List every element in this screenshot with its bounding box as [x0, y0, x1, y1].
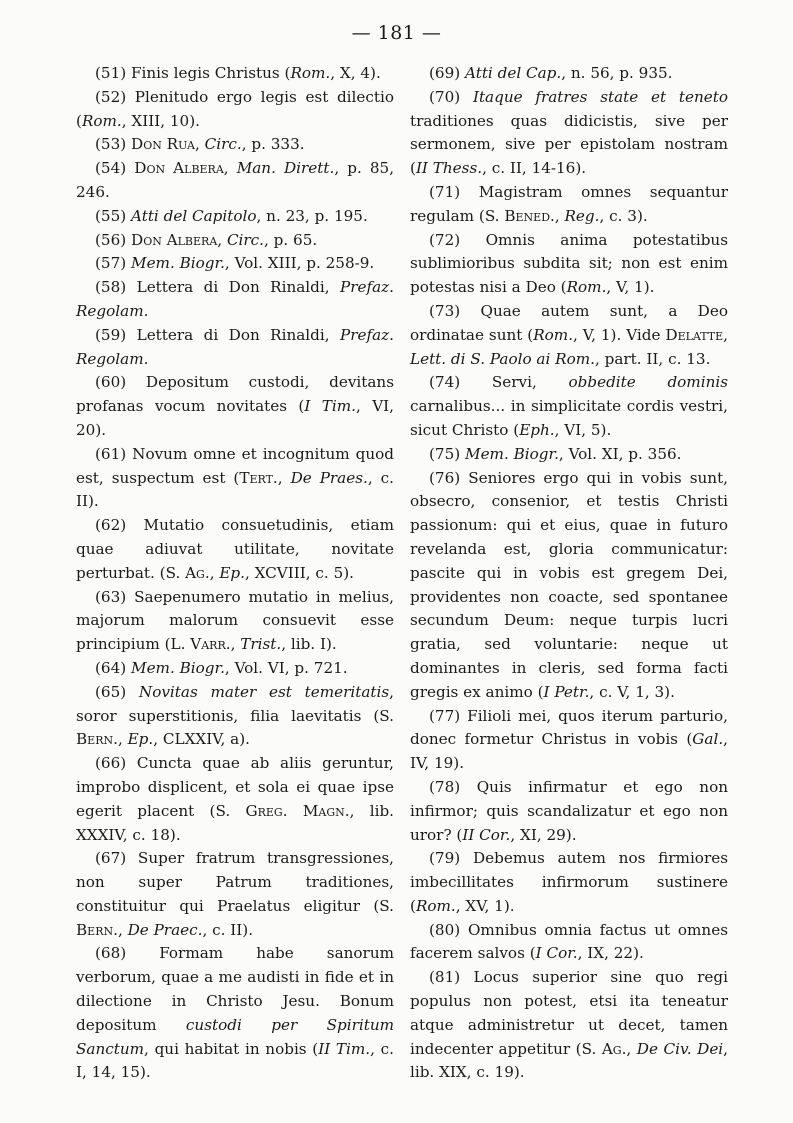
footnote-76: (76) Seniores ergo qui in vobis sunt, obsecro, consenior, et testis Christi passionum: qui et eius, quae in futuro revelanda est, gloria communicatur: pascite qui in vobis est gregem Dei, providentes non coacte, sed spontanee secundum Deum: neque turpis lucri gratia, sed voluntarie: neque ut dominantes in cleris, sed forma facti gregis ex animo (I Petr., c. V, 1, 3). — [410, 468, 728, 701]
footnote-55: (55) Atti del Capitolo, n. 23, p. 195. — [95, 206, 368, 225]
footnote-80: (80) Omnibus omnia factus ut omnes facerem salvos (I Cor., IX, 22). — [410, 920, 728, 963]
page-number: — 181 — — [351, 22, 442, 44]
footnote-52: (52) Plenitudo ergo legis est dilectio (Rom., XIII, 10). — [76, 87, 394, 130]
footnote-78: (78) Quis infirmatur et ego non infirmor; quis scandalizatur et ego non uror? (II Cor., XI, 29). — [410, 777, 728, 844]
footnote-53: (53) Don Rua, Circ., p. 333. — [95, 135, 305, 154]
footnote-57: (57) Mem. Biogr., Vol. XIII, p. 258-9. — [95, 254, 375, 273]
footnote-67: (67) Super fratrum transgressiones, non super Patrum traditiones, constituitur qui Praelatus eligitur (S. Bern., De Praec., c. II). — [76, 849, 394, 939]
footnote-56: (56) Don Albera, Circ., p. 65. — [95, 230, 318, 249]
footnote-70: (70) Itaque fratres state et teneto traditiones quas didicistis, sive per sermonem, sive per epistolam nostram (II Thess., c. II, 14-16). — [410, 87, 728, 178]
footnote-79: (79) Debemus autem nos firmiores imbecillitates infirmorum sustinere (Rom., XV, 1). — [410, 849, 728, 915]
footnote-59: (59) Lettera di Don Rinaldi, Prefaz. Regolam. — [76, 325, 394, 368]
footnote-64: (64) Mem. Biogr., Vol. VI, p. 721. — [95, 658, 348, 677]
footnote-72: (72) Omnis anima potestatibus sublimioribus subdita sit; non est enim potestas nisi a Deo (Rom., V, 1). — [410, 230, 728, 297]
footnote-71: (71) Magistram omnes sequantur regulam (S. Bened., Reg., c. 3). — [410, 182, 728, 225]
footnote-73: (73) Quae autem sunt, a Deo ordinatae sunt (Rom., V, 1). Vide Delatte, Lett. di S. Paolo ai Rom., part. II, c. 13. — [410, 301, 728, 368]
footnote-54: (54) Don Albera, Man. Dirett., p. 85, 246. — [76, 159, 395, 201]
footnote-81: (81) Locus superior sine quo regi populus non potest, etsi ita teneatur atque administretur ut decet, tamen indecenter appetitur (S. Ag., De Civ. Dei, lib. XIX, c. 19). — [410, 968, 728, 1082]
footnote-62: (62) Mutatio consuetudinis, etiam quae adiuvat utilitate, novitate perturbat. (S. Ag., Ep., XCVIII, c. 5). — [76, 516, 394, 582]
footnote-58: (58) Lettera di Don Rinaldi, Prefaz. Regolam. — [76, 278, 394, 320]
footnotes-right-column — [410, 62, 728, 1085]
footnote-77: (77) Filioli mei, quos iterum parturio, donec formetur Christus in vobis (Gal., IV, 19). — [410, 706, 728, 773]
footnote-74: (74) Servi, obbedite dominis carnalibus... in simplicitate cordis vestri, sicut Christo (Eph., VI, 5). — [410, 373, 729, 439]
footnotes-left-column — [76, 62, 394, 1085]
footnote-61: (61) Novum omne et incognitum quod est, suspectum est (Tert., De Praes., c. II). — [76, 444, 394, 511]
footnote-75: (75) Mem. Biogr., Vol. XI, p. 356. — [429, 444, 682, 463]
footnote-51: (51) Finis legis Christus (Rom., X, 4). — [95, 64, 381, 82]
footnote-68: (68) Formam habe sanorum verborum, quae a me audisti in fide et in dilectione in Christo Jesu. Bonum depositum custodi per Spiritum Sanctum, qui habitat in nobis (II Tim., c. I, 14, 15). — [76, 944, 394, 1082]
footnote-66: (66) Cuncta quae ab aliis geruntur, improbo displicent, et sola ei quae ipse egerit placent (S. Greg. Magn., lib. XXXIV, c. 18). — [76, 754, 394, 844]
footnote-65: (65) Novitas mater est temeritatis, soror superstitionis, filia laevitatis (S. Bern., Ep., CLXXIV, a). — [76, 682, 394, 749]
footnote-60: (60) Depositum custodi, devitans profanas vocum novitates (I Tim., VI, 20). — [76, 373, 394, 439]
footnote-69: (69) Atti del Cap., n. 56, p. 935. — [429, 64, 673, 82]
footnote-63: (63) Saepenumero mutatio in melius, majorum malorum consuevit esse principium (L. Varr., Trist., lib. I). — [76, 587, 394, 654]
